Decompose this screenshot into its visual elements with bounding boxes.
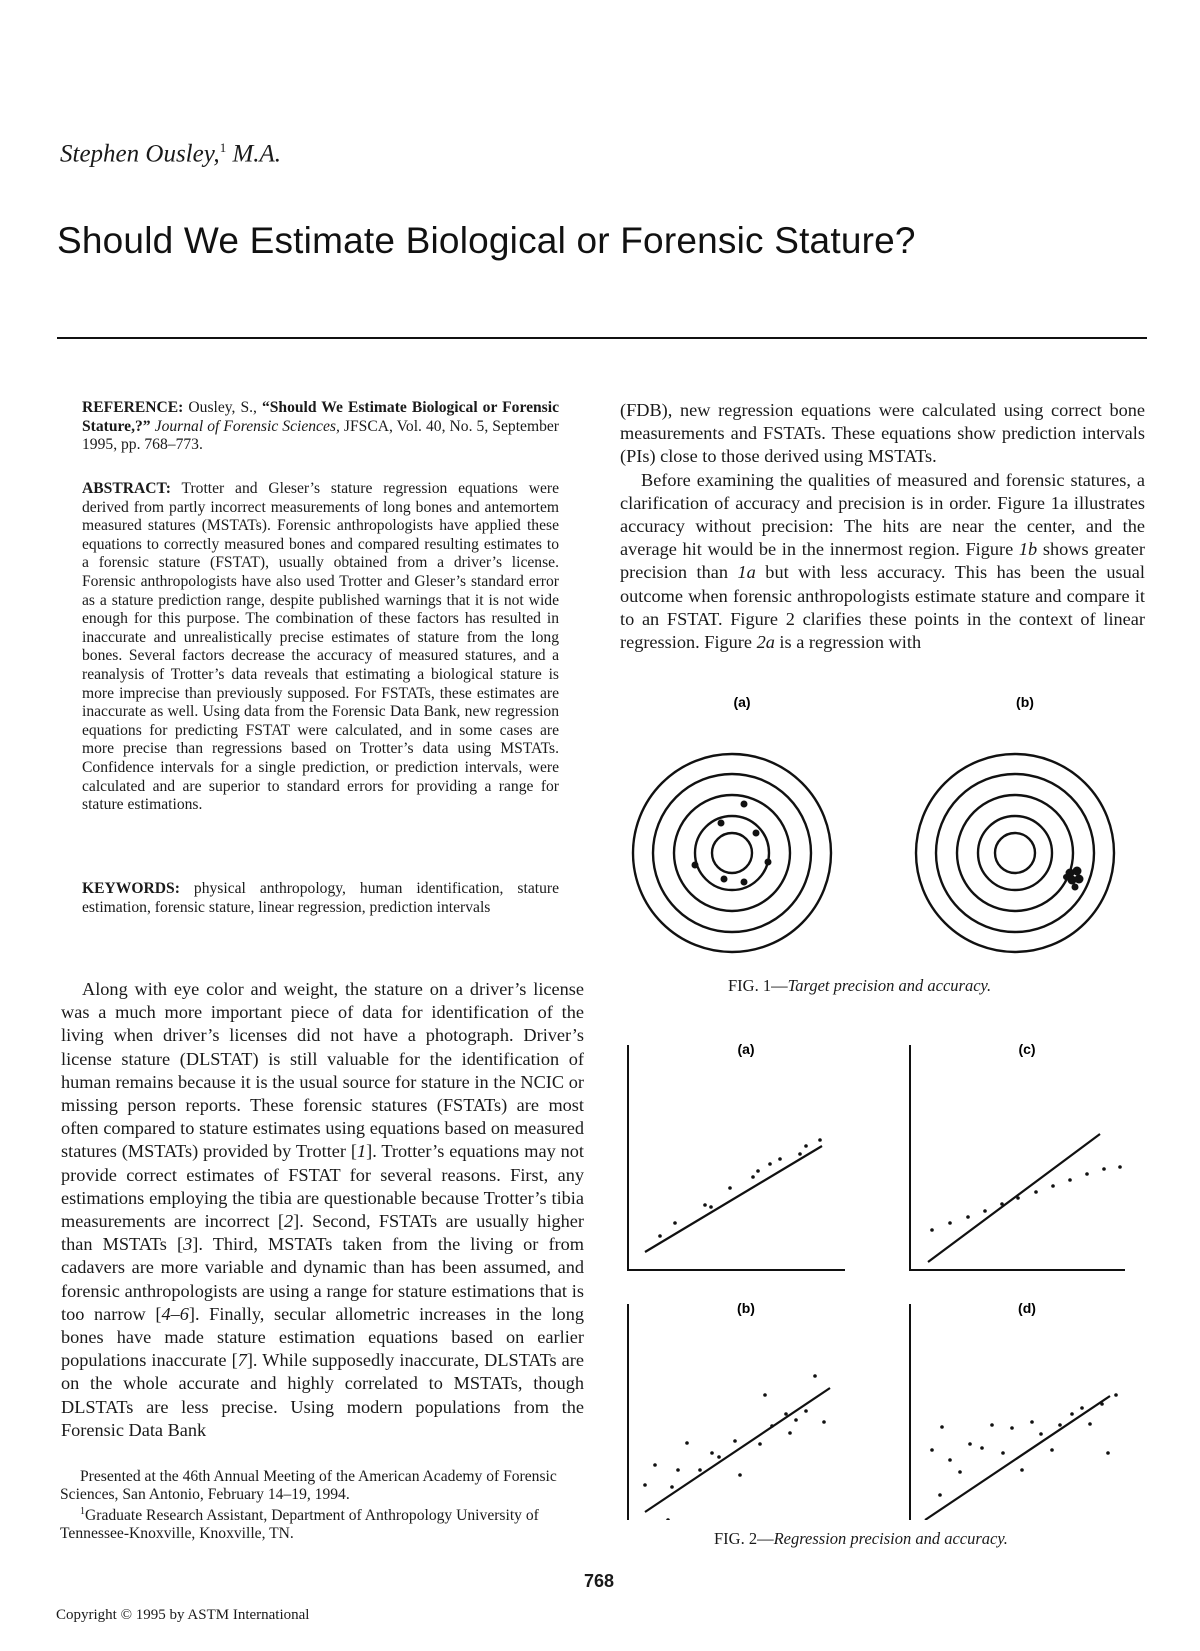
intro-text-3: ]. Second, FSTATs are usually higher than MSTATs [ xyxy=(61,1211,584,1255)
keywords-block xyxy=(82,880,559,917)
footnote-affiliation xyxy=(60,1503,583,1542)
panel-b-regression-line xyxy=(645,1388,830,1512)
fig1-label-b: (b) xyxy=(1016,694,1034,710)
intro-text-4: ]. Third, MSTATs taken from the living or from cadavers are more variable and dynamic than has been assumed, and forensic anthropologists are using a range for stature estimations that is too narrow [ xyxy=(61,1234,584,1324)
panel-c xyxy=(910,1041,1125,1270)
fig1-label-a: (a) xyxy=(733,694,751,710)
footnote-presented: Presented at the 46th Annual Meeting of the American Academy of Forensic Sciences, San Antonio, February 14–19, 1994. xyxy=(60,1468,557,1503)
keywords-text: physical anthropology, human identification, stature estimation, forensic stature, linear regression, prediction intervals xyxy=(82,880,559,916)
citation-4: 4–6 xyxy=(161,1303,189,1324)
fig1-caption-text: Target precision and accuracy. xyxy=(787,976,992,995)
reference-label: REFERENCE: xyxy=(82,399,184,416)
panel-a-points xyxy=(658,1138,822,1238)
panel-a-regression-line xyxy=(645,1146,822,1252)
author-line xyxy=(60,140,281,168)
intro-text-2: ]. Trotter’s equations may not provide correct estimates of FSTAT for several reasons. First, any estimations employing the tibia are questionable because Trotter’s tibia measurements are incorrect [ xyxy=(61,1141,585,1232)
reference-article-title: “Should We Estimate Biological or Forensic Stature,?” xyxy=(82,399,560,435)
copyright-notice: Copyright © 1995 by ASTM International xyxy=(56,1607,310,1623)
fig-ref-2a: 2a xyxy=(756,632,775,653)
figure-2-caption xyxy=(714,1529,1008,1549)
citation-1: 1 xyxy=(357,1141,367,1162)
footnotes xyxy=(60,1468,583,1542)
panel-c-axes xyxy=(910,1045,1125,1270)
panel-d xyxy=(910,1300,1125,1520)
panel-b-points xyxy=(643,1374,826,1520)
target-a xyxy=(633,754,831,952)
intro-text-6: ]. While supposedly inaccurate, DLSTATs are on the whole accurate and highly correlated to MSTATs, though DLSTATs are less precise. Using modern populations from the Forensic Data Bank xyxy=(61,1350,585,1440)
accuracy-text-3: but with less accuracy. This has been the usual outcome when forensic anthropologists estimate stature and compare it to an FSTAT. Figure 2 clarifies these points in the context of linear regression. Figure xyxy=(620,562,1145,653)
page-number: 768 xyxy=(584,1571,615,1591)
footnote-affiliation-mark: 1 xyxy=(80,1506,85,1517)
abstract-block xyxy=(82,480,559,815)
accuracy-text-1: Before examining the qualities of measured and forensic statures, a clarification of accuracy and precision is in order. Figure 1a illustrates accuracy without precision: The hits are near the center, and the average hit would be in the innermost region. Figure xyxy=(620,469,1145,560)
author-footnote-mark: 1 xyxy=(219,140,227,155)
fdb-paragraph: (FDB), new regression equations were calculated using correct bone measurements and FSTATs. These equations show prediction intervals (PIs) close to those derived using MSTATs. xyxy=(620,400,1145,467)
fig2-label-b: (b) xyxy=(737,1300,755,1316)
panel-d-regression-line xyxy=(925,1396,1110,1520)
abstract-text: Trotter and Gleser’s stature regression equations were derived from partly incorrect measurements of long bones and antemortem measured statures (MSTATs). Forensic anthropologists have applied these equations to correctly measured bones and compared resulting estimates to a forensic stature (FSTAT), usually obtained from a driver’s license. Forensic anthropologists have also used Trotter and Gleser’s standard error as a stature prediction range, despite published warnings that it is not wide enough for this purpose. The combination of these factors has resulted in inaccurate and unrealistically precise estimates of stature from the long bones. Several factors decrease the accuracy of measured statures, and a reanalysis of Trotter’s data reveals that estimating a biological stature is more imprecise than previously supposed. For FSTATs, these estimates are inaccurate as well. Using data from the Forensic Data Bank, new regression equations for predicting FSTAT were calculated, and in some cases are more precise than regressions based on Trotter’s data using MSTATs. Confidence intervals for a single prediction, or prediction intervals, were calculated and are superior to standard errors for providing a range for stature estimations. xyxy=(82,480,559,814)
body-left-column xyxy=(61,978,584,1442)
fig2-label-a: (a) xyxy=(737,1041,755,1057)
accuracy-text-2: shows greater precision than xyxy=(620,539,1146,583)
intro-paragraph xyxy=(61,978,584,1442)
panel-c-points xyxy=(930,1165,1122,1232)
target-b-hits xyxy=(1063,867,1084,891)
reference-journal: Journal of Forensic Sciences, xyxy=(150,417,340,435)
reference-block xyxy=(82,399,559,455)
footnote-affiliation-text: Graduate Research Assistant, Department of Anthropology University of Tennessee-Knoxville, Knoxville, TN. xyxy=(60,1507,539,1542)
panel-a xyxy=(628,1041,845,1270)
body-right-column xyxy=(620,399,1145,654)
author-degree: M.A. xyxy=(226,140,282,168)
panel-c-regression-line xyxy=(928,1134,1100,1262)
citation-2: 2 xyxy=(284,1211,294,1232)
intro-text-1: Along with eye color and weight, the stature on a driver’s license was a much more important piece of data for identification of the living when driver’s licenses did not have a photograph. Driver’s license stature (DLSTAT) is still valuable for the identification of human remains because it is the usual source for stature in the NCIC or missing person reports. These forensic statures (FSTATs) are most often compared to stature estimates using equations based on measured statures (MSTATs) provided by Trotter [ xyxy=(61,979,584,1162)
title-divider xyxy=(57,337,1147,339)
panel-d-axes xyxy=(910,1304,1125,1520)
figure-1-targets xyxy=(620,680,1140,980)
reference-pre: Ousley, S., xyxy=(183,399,262,416)
intro-text-5: ]. Finally, secular allometric increases in the long bones have made stature estimation equations based on earlier populations inaccurate [ xyxy=(61,1303,584,1371)
keywords-label: KEYWORDS: xyxy=(82,880,180,897)
abstract-label: ABSTRACT: xyxy=(82,480,171,497)
fig-ref-1a: 1a xyxy=(737,562,756,583)
figure-2-regressions xyxy=(620,1030,1140,1520)
target-b xyxy=(916,754,1114,952)
author-name: Stephen Ousley, xyxy=(60,140,220,168)
accuracy-text-4: is a regression with xyxy=(774,632,922,653)
reference-rest: JFSCA, Vol. 40, No. 5, September 1995, pp. 768–773. xyxy=(82,417,559,454)
fig2-label-c: (c) xyxy=(1018,1041,1036,1057)
panel-b xyxy=(628,1300,845,1520)
fig1-caption-prefix: FIG. 1— xyxy=(728,976,788,995)
fig-ref-1b: 1b xyxy=(1018,539,1038,560)
paper-title: Should We Estimate Biological or Forensic Stature? xyxy=(57,220,916,261)
fig2-label-d: (d) xyxy=(1018,1300,1036,1316)
fig2-caption-text: Regression precision and accuracy. xyxy=(773,1529,1008,1548)
citation-3: 3 xyxy=(183,1234,193,1255)
accuracy-paragraph xyxy=(620,469,1145,655)
figure-1-caption xyxy=(728,976,991,996)
panel-b-axes xyxy=(628,1304,845,1520)
citation-5: 7 xyxy=(237,1350,247,1371)
fig2-caption-prefix: FIG. 2— xyxy=(714,1529,774,1548)
